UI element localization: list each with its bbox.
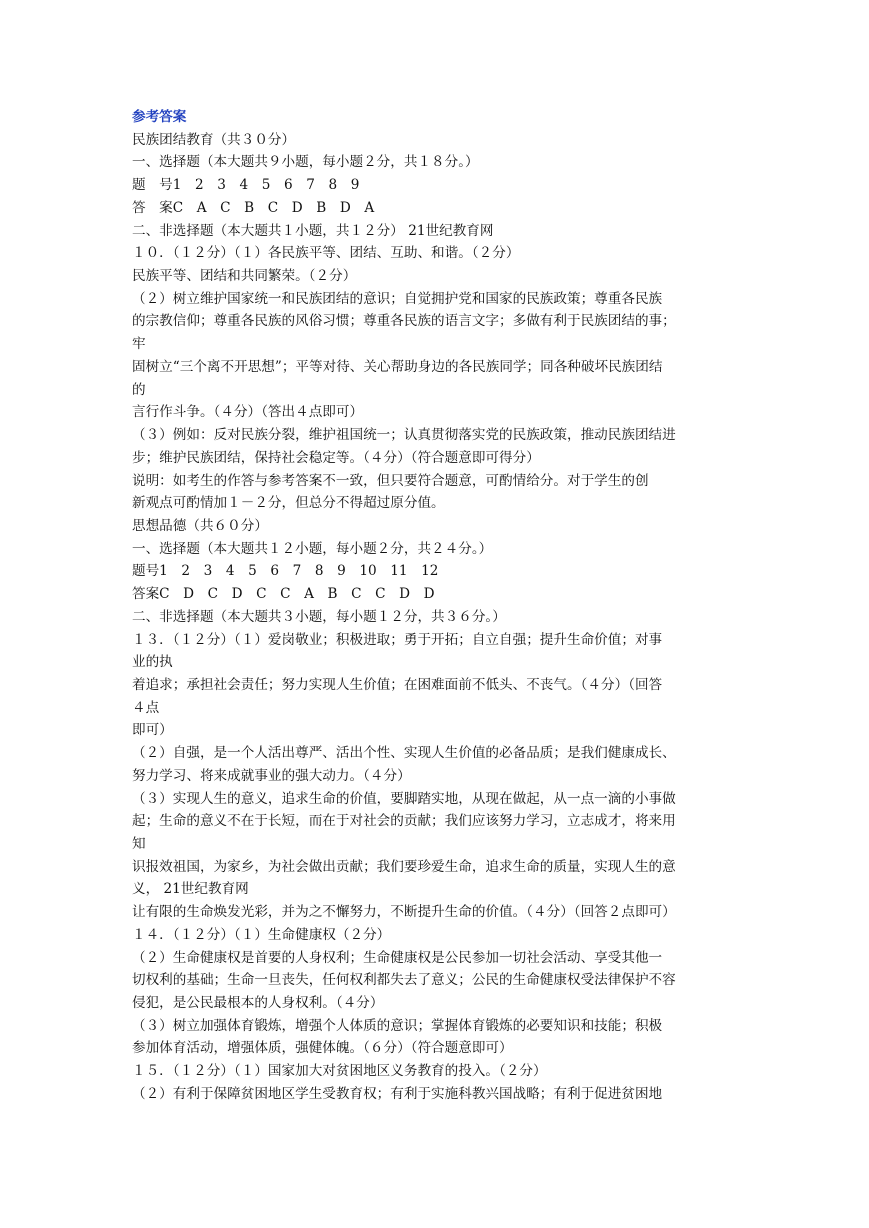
text-line: 二、非选择题（本大题共１小题，共１２分） 21世纪教育网 [132, 222, 494, 239]
text-line: 的 [132, 381, 146, 398]
text-line: （２）有利于保障贫困地区学生受教育权；有利于实施科教兴国战略；有利于促进贫困地 [132, 1085, 663, 1102]
text-line: 识报效祖国，为家乡，为社会做出贡献；我们要珍爱生命，追求生命的质量，实现人生的意 [132, 858, 676, 875]
text-line: １４．（１２分）（１）生命健康权（２分） [132, 926, 391, 943]
text-line: （３）例如：反对民族分裂，维护祖国统一；认真贯彻落实党的民族政策，推动民族团结进 [132, 427, 676, 444]
text-line: 切权利的基础；生命一旦丧失，任何权利都失去了意义；公民的生命健康权受法律保护不容 [132, 972, 676, 989]
text-line: 二、非选择题（本大题共３小题，每小题１２分，共３６分。） [132, 608, 506, 625]
text-line: （２）生命健康权是首要的人身权利；生命健康权是公民参加一切社会活动、享受其他一 [132, 949, 663, 966]
text-line: 参加体育活动，增强体质，强健体魄。（６分）（符合题意即可） [132, 1040, 513, 1057]
text-line: 牢 [132, 336, 146, 353]
text-line: 答案C D C D C C A B C C D D [132, 586, 435, 603]
text-line: 让有限的生命焕发光彩，并为之不懈努力，不断提升生命的价值。（４分）（回答２点即可） [132, 904, 676, 921]
text-line: （３）实现人生的意义，追求生命的价值，要脚踏实地，从现在做起，从一点一滴的小事做 [132, 790, 676, 807]
text-line: 业的执 [132, 654, 173, 671]
text-line: 步；维护民族团结，保持社会稳定等。（４分）（符合题意即可得分） [132, 449, 540, 466]
text-line: 即可） [132, 722, 173, 739]
text-line: 固树立“三个离不开思想”；平等对待、关心帮助身边的各民族同学；同各种破坏民族团结 [132, 358, 663, 375]
text-line: （２）自强，是一个人活出尊严、活出个性、实现人生价值的必备品质；是我们健康成长、 [132, 745, 676, 762]
text-line: 一、选择题（本大题共１２小题，每小题２分，共２４分。） [132, 540, 493, 557]
text-line: 着追求；承担社会责任；努力实现人生价值；在困难面前不低头、不丧气。（４分）（回答 [132, 676, 663, 693]
text-line: １５．（１２分）（１）国家加大对贫困地区义务教育的投入。（２分） [132, 1063, 547, 1080]
text-line: 知 [132, 836, 146, 852]
text-line: 新观点可酌情加１－２分，但总分不得超过原分值。 [132, 495, 445, 512]
text-line: 民族平等、团结和共同繁荣。（２分） [132, 268, 357, 285]
text-line: 义， 21世纪教育网 [132, 881, 249, 898]
text-line: （３）树立加强体育锻炼，增强个人体质的意识；掌握体育锻炼的必要知识和技能；积极 [132, 1017, 663, 1034]
text-line: １３．（１２分）（１）爱岗敬业；积极进取；勇于开拓；自立自强；提升生命价值；对事 [132, 631, 663, 648]
document-title: 参考答案 [132, 109, 187, 125]
text-line: 答 案C A C B C D B D A [132, 199, 375, 216]
text-line: 一、选择题（本大题共９小题，每小题２分，共１８分。） [132, 154, 479, 171]
text-line: 说明：如考生的作答与参考答案不一致，但只要符合题意，可酌情给分。对于学生的创 [132, 472, 649, 489]
answer-document [132, 106, 742, 1106]
text-line: ４点 [132, 699, 160, 716]
text-line: 言行作斗争。（４分）（答出４点即可） [132, 404, 364, 421]
text-line: 侵犯，是公民最根本的人身权利。（４分） [132, 995, 384, 1012]
text-line: 的宗教信仰；尊重各民族的风俗习惯；尊重各民族的语言文字；多做有利于民族团结的事； [132, 313, 676, 330]
text-line: 思想品德（共６０分） [132, 517, 268, 534]
text-line: 民族团结教育（共３０分） [132, 131, 296, 148]
text-line: （２）树立维护国家统一和民族团结的意识；自觉拥护党和国家的民族政策；尊重各民族 [132, 290, 663, 307]
text-line: 努力学习、将来成就事业的强大动力。（４分） [132, 767, 411, 784]
text-line: １０．（１２分）（１）各民族平等、团结、互助、和谐。（２分） [132, 245, 520, 262]
text-line: 题号1 2 3 4 5 6 7 8 9 10 11 12 [132, 563, 439, 580]
document-body [132, 129, 742, 1106]
text-line: 起；生命的意义不在于长短，而在于对社会的贡献；我们应该努力学习，立志成才，将来用 [132, 813, 676, 830]
text-line: 题 号1 2 3 4 5 6 7 8 9 [132, 177, 360, 194]
